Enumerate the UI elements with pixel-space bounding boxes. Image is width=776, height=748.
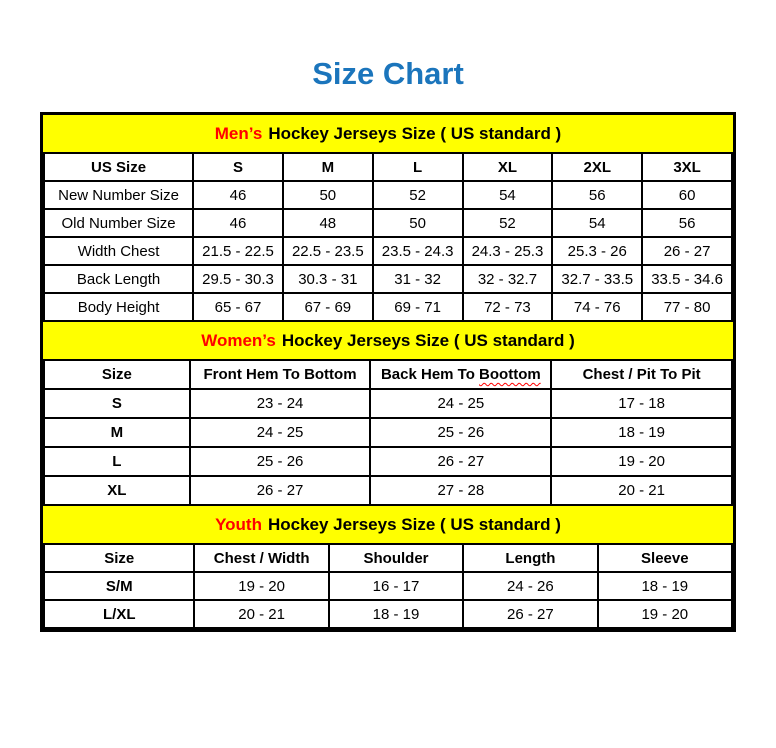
womens-value-cell: 24 - 25 xyxy=(370,389,551,418)
mens-value-cell: 52 xyxy=(463,209,553,237)
womens-value-cell: 26 - 27 xyxy=(190,476,371,505)
mens-value-cell: 72 - 73 xyxy=(463,293,553,321)
womens-size-table xyxy=(43,359,733,506)
mens-value-cell: 23.5 - 24.3 xyxy=(373,237,463,265)
mens-column-header: S xyxy=(193,153,283,181)
womens-value-cell: 23 - 24 xyxy=(190,389,371,418)
youth-table-row xyxy=(44,572,732,600)
mens-row-label: Width Chest xyxy=(44,237,193,265)
youth-column-header: Length xyxy=(463,544,597,572)
mens-column-header: US Size xyxy=(44,153,193,181)
womens-value-cell: 18 - 19 xyxy=(551,418,732,447)
womens-value-cell: 24 - 25 xyxy=(190,418,371,447)
mens-table-row xyxy=(44,265,732,293)
womens-value-cell: 19 - 20 xyxy=(551,447,732,476)
mens-value-cell: 29.5 - 30.3 xyxy=(193,265,283,293)
youth-row-label: L/XL xyxy=(44,600,194,628)
mens-row-label: Back Length xyxy=(44,265,193,293)
mens-value-cell: 50 xyxy=(283,181,373,209)
womens-table-row xyxy=(44,476,732,505)
mens-row-label: Old Number Size xyxy=(44,209,193,237)
mens-value-cell: 31 - 32 xyxy=(373,265,463,293)
mens-value-cell: 26 - 27 xyxy=(642,237,732,265)
womens-row-label: XL xyxy=(44,476,190,505)
mens-value-cell: 50 xyxy=(373,209,463,237)
womens-column-header: Back Hem To Boottom xyxy=(370,360,551,389)
mens-column-header: 3XL xyxy=(642,153,732,181)
womens-header-row xyxy=(44,360,732,389)
mens-value-cell: 25.3 - 26 xyxy=(552,237,642,265)
youth-table-row xyxy=(44,600,732,628)
mens-value-cell: 32.7 - 33.5 xyxy=(552,265,642,293)
mens-table-row xyxy=(44,181,732,209)
mens-value-cell: 60 xyxy=(642,181,732,209)
womens-row-label: M xyxy=(44,418,190,447)
womens-band-accent: Women’s xyxy=(201,330,276,350)
youth-header-row xyxy=(44,544,732,572)
mens-value-cell: 46 xyxy=(193,209,283,237)
size-chart-sheet xyxy=(40,112,736,632)
youth-value-cell: 20 - 21 xyxy=(194,600,328,628)
mens-value-cell: 52 xyxy=(373,181,463,209)
mens-column-header: XL xyxy=(463,153,553,181)
mens-value-cell: 65 - 67 xyxy=(193,293,283,321)
mens-value-cell: 69 - 71 xyxy=(373,293,463,321)
mens-band-accent: Men’s xyxy=(214,123,263,143)
womens-column-header: Chest / Pit To Pit xyxy=(551,360,732,389)
mens-column-header: L xyxy=(373,153,463,181)
mens-table-row xyxy=(44,293,732,321)
mens-value-cell: 33.5 - 34.6 xyxy=(642,265,732,293)
womens-band-text: Hockey Jerseys Size ( US standard ) xyxy=(281,330,575,350)
mens-column-header: M xyxy=(283,153,373,181)
youth-value-cell: 16 - 17 xyxy=(329,572,463,600)
mens-table-row xyxy=(44,237,732,265)
mens-value-cell: 46 xyxy=(193,181,283,209)
womens-value-cell: 25 - 26 xyxy=(190,447,371,476)
mens-table-row xyxy=(44,209,732,237)
youth-column-header: Sleeve xyxy=(598,544,732,572)
mens-value-cell: 77 - 80 xyxy=(642,293,732,321)
youth-band-text: Hockey Jerseys Size ( US standard ) xyxy=(267,514,561,534)
womens-value-cell: 20 - 21 xyxy=(551,476,732,505)
womens-row-label: L xyxy=(44,447,190,476)
youth-column-header: Size xyxy=(44,544,194,572)
youth-column-header: Chest / Width xyxy=(194,544,328,572)
mens-value-cell: 48 xyxy=(283,209,373,237)
mens-size-table xyxy=(43,152,733,322)
womens-column-header: Front Hem To Bottom xyxy=(190,360,371,389)
mens-section xyxy=(43,115,733,322)
youth-value-cell: 19 - 20 xyxy=(598,600,732,628)
womens-value-cell: 25 - 26 xyxy=(370,418,551,447)
womens-value-cell: 27 - 28 xyxy=(370,476,551,505)
mens-value-cell: 74 - 76 xyxy=(552,293,642,321)
youth-value-cell: 26 - 27 xyxy=(463,600,597,628)
youth-band-accent: Youth xyxy=(215,514,262,534)
mens-value-cell: 24.3 - 25.3 xyxy=(463,237,553,265)
mens-band-text: Hockey Jerseys Size ( US standard ) xyxy=(268,123,562,143)
womens-row-label: S xyxy=(44,389,190,418)
mens-row-label: Body Height xyxy=(44,293,193,321)
youth-value-cell: 18 - 19 xyxy=(598,572,732,600)
womens-table-row xyxy=(44,447,732,476)
mens-row-label: New Number Size xyxy=(44,181,193,209)
mens-value-cell: 22.5 - 23.5 xyxy=(283,237,373,265)
mens-value-cell: 56 xyxy=(552,181,642,209)
womens-section xyxy=(43,322,733,506)
mens-value-cell: 32 - 32.7 xyxy=(463,265,553,293)
womens-table-row xyxy=(44,418,732,447)
youth-value-cell: 19 - 20 xyxy=(194,572,328,600)
mens-section-band xyxy=(43,115,733,152)
mens-value-cell: 54 xyxy=(463,181,553,209)
mens-value-cell: 54 xyxy=(552,209,642,237)
youth-value-cell: 24 - 26 xyxy=(463,572,597,600)
womens-value-cell: 26 - 27 xyxy=(370,447,551,476)
womens-value-cell: 17 - 18 xyxy=(551,389,732,418)
youth-section-band xyxy=(43,506,733,543)
size-chart-content xyxy=(40,56,736,632)
womens-section-band xyxy=(43,322,733,359)
youth-column-header: Shoulder xyxy=(329,544,463,572)
mens-header-row xyxy=(44,153,732,181)
mens-value-cell: 67 - 69 xyxy=(283,293,373,321)
mens-value-cell: 30.3 - 31 xyxy=(283,265,373,293)
youth-size-table xyxy=(43,543,733,629)
mens-value-cell: 56 xyxy=(642,209,732,237)
youth-section xyxy=(43,506,733,629)
youth-row-label: S/M xyxy=(44,572,194,600)
mens-value-cell: 21.5 - 22.5 xyxy=(193,237,283,265)
womens-misspelled-word: Boottom xyxy=(479,366,541,383)
mens-column-header: 2XL xyxy=(552,153,642,181)
womens-column-header: Size xyxy=(44,360,190,389)
page-title: Size Chart xyxy=(312,56,464,91)
womens-table-row xyxy=(44,389,732,418)
youth-value-cell: 18 - 19 xyxy=(329,600,463,628)
